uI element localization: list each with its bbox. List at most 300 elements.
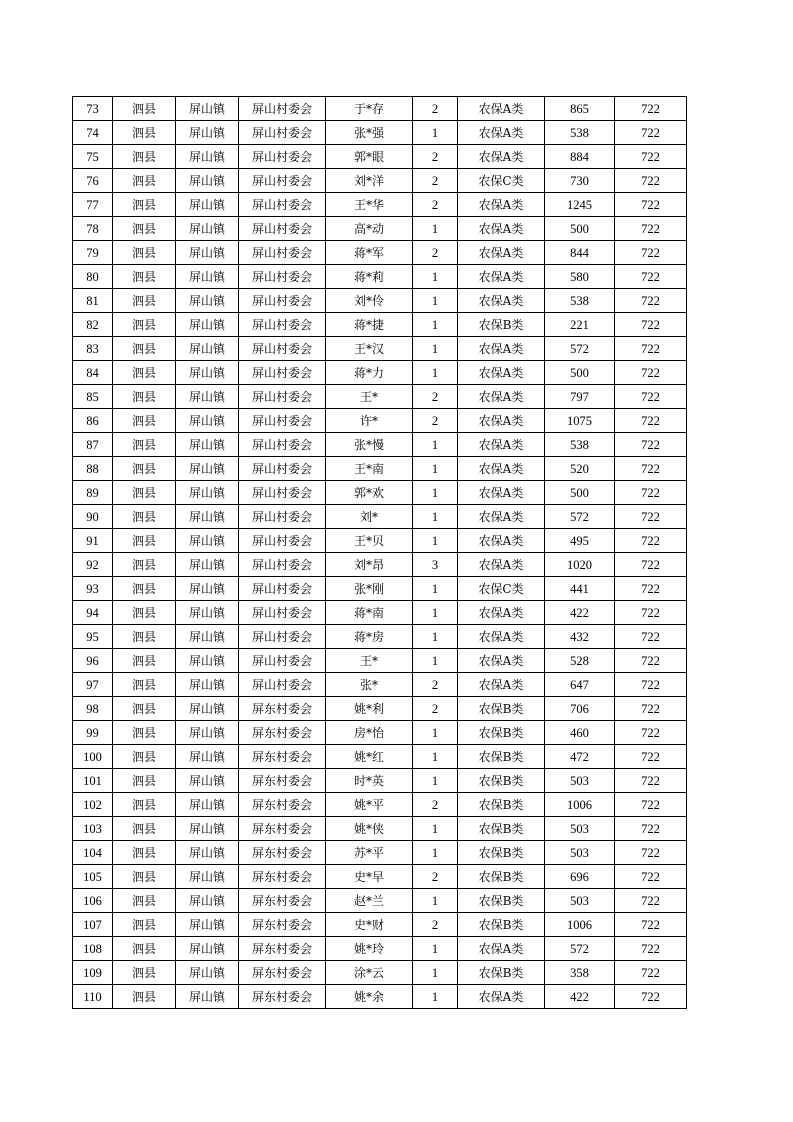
table-row: [73, 721, 687, 745]
name-cell: 刘*昂: [326, 553, 413, 577]
town-cell: 屏山镇: [176, 697, 239, 721]
village-cell: 屏东村委会: [239, 841, 326, 865]
amount-cell: 1245: [545, 193, 615, 217]
standard-cell: 722: [615, 553, 687, 577]
county-cell: 泗县: [113, 937, 176, 961]
row-number-cell: 85: [73, 385, 113, 409]
county-cell: 泗县: [113, 337, 176, 361]
village-cell: 屏山村委会: [239, 601, 326, 625]
household-count-cell: 2: [413, 241, 458, 265]
standard-cell: 722: [615, 865, 687, 889]
village-cell: 屏山村委会: [239, 313, 326, 337]
county-cell: 泗县: [113, 145, 176, 169]
table-row: [73, 649, 687, 673]
name-cell: 郭*欢: [326, 481, 413, 505]
village-cell: 屏东村委会: [239, 961, 326, 985]
village-cell: 屏东村委会: [239, 817, 326, 841]
household-count-cell: 1: [413, 121, 458, 145]
town-cell: 屏山镇: [176, 313, 239, 337]
household-count-cell: 2: [413, 793, 458, 817]
household-count-cell: 2: [413, 145, 458, 169]
county-cell: 泗县: [113, 121, 176, 145]
category-cell: 农保A类: [458, 337, 545, 361]
name-cell: 高*动: [326, 217, 413, 241]
row-number-cell: 106: [73, 889, 113, 913]
category-cell: 农保A类: [458, 289, 545, 313]
row-number-cell: 107: [73, 913, 113, 937]
name-cell: 蒋*房: [326, 625, 413, 649]
row-number-cell: 94: [73, 601, 113, 625]
category-cell: 农保B类: [458, 721, 545, 745]
category-cell: 农保A类: [458, 433, 545, 457]
amount-cell: 441: [545, 577, 615, 601]
town-cell: 屏山镇: [176, 265, 239, 289]
row-number-cell: 84: [73, 361, 113, 385]
amount-cell: 503: [545, 817, 615, 841]
town-cell: 屏山镇: [176, 841, 239, 865]
table-row: [73, 937, 687, 961]
name-cell: 蒋*莉: [326, 265, 413, 289]
category-cell: 农保A类: [458, 481, 545, 505]
household-count-cell: 2: [413, 385, 458, 409]
household-count-cell: 1: [413, 457, 458, 481]
table-row: [73, 841, 687, 865]
town-cell: 屏山镇: [176, 817, 239, 841]
village-cell: 屏东村委会: [239, 985, 326, 1009]
standard-cell: 722: [615, 481, 687, 505]
household-count-cell: 2: [413, 697, 458, 721]
data-table: [72, 96, 687, 1009]
town-cell: 屏山镇: [176, 337, 239, 361]
household-count-cell: 1: [413, 721, 458, 745]
household-count-cell: 1: [413, 481, 458, 505]
category-cell: 农保A类: [458, 265, 545, 289]
table-row: [73, 889, 687, 913]
row-number-cell: 90: [73, 505, 113, 529]
county-cell: 泗县: [113, 97, 176, 121]
county-cell: 泗县: [113, 553, 176, 577]
standard-cell: 722: [615, 721, 687, 745]
table-row: [73, 625, 687, 649]
town-cell: 屏山镇: [176, 601, 239, 625]
row-number-cell: 96: [73, 649, 113, 673]
name-cell: 姚*侠: [326, 817, 413, 841]
standard-cell: 722: [615, 769, 687, 793]
category-cell: 农保B类: [458, 697, 545, 721]
village-cell: 屏山村委会: [239, 289, 326, 313]
row-number-cell: 105: [73, 865, 113, 889]
row-number-cell: 74: [73, 121, 113, 145]
village-cell: 屏山村委会: [239, 241, 326, 265]
standard-cell: 722: [615, 601, 687, 625]
row-number-cell: 86: [73, 409, 113, 433]
village-cell: 屏东村委会: [239, 865, 326, 889]
household-count-cell: 1: [413, 361, 458, 385]
table-row: [73, 193, 687, 217]
name-cell: 王*贝: [326, 529, 413, 553]
row-number-cell: 100: [73, 745, 113, 769]
county-cell: 泗县: [113, 457, 176, 481]
row-number-cell: 78: [73, 217, 113, 241]
name-cell: 时*英: [326, 769, 413, 793]
village-cell: 屏山村委会: [239, 433, 326, 457]
household-count-cell: 1: [413, 313, 458, 337]
town-cell: 屏山镇: [176, 385, 239, 409]
county-cell: 泗县: [113, 289, 176, 313]
table-row: [73, 313, 687, 337]
village-cell: 屏山村委会: [239, 457, 326, 481]
standard-cell: 722: [615, 937, 687, 961]
household-count-cell: 2: [413, 409, 458, 433]
category-cell: 农保A类: [458, 385, 545, 409]
category-cell: 农保A类: [458, 505, 545, 529]
amount-cell: 520: [545, 457, 615, 481]
household-count-cell: 1: [413, 961, 458, 985]
standard-cell: 722: [615, 97, 687, 121]
county-cell: 泗县: [113, 433, 176, 457]
county-cell: 泗县: [113, 577, 176, 601]
table-row: [73, 961, 687, 985]
table-row: [73, 817, 687, 841]
household-count-cell: 2: [413, 913, 458, 937]
table-row: [73, 745, 687, 769]
county-cell: 泗县: [113, 409, 176, 433]
village-cell: 屏东村委会: [239, 697, 326, 721]
town-cell: 屏山镇: [176, 457, 239, 481]
category-cell: 农保B类: [458, 865, 545, 889]
town-cell: 屏山镇: [176, 577, 239, 601]
standard-cell: 722: [615, 337, 687, 361]
name-cell: 郭*眼: [326, 145, 413, 169]
household-count-cell: 1: [413, 745, 458, 769]
village-cell: 屏山村委会: [239, 673, 326, 697]
town-cell: 屏山镇: [176, 865, 239, 889]
amount-cell: 1006: [545, 913, 615, 937]
amount-cell: 358: [545, 961, 615, 985]
category-cell: 农保A类: [458, 553, 545, 577]
name-cell: 赵*兰: [326, 889, 413, 913]
standard-cell: 722: [615, 385, 687, 409]
name-cell: 王*华: [326, 193, 413, 217]
town-cell: 屏山镇: [176, 121, 239, 145]
standard-cell: 722: [615, 169, 687, 193]
category-cell: 农保A类: [458, 601, 545, 625]
town-cell: 屏山镇: [176, 889, 239, 913]
category-cell: 农保A类: [458, 457, 545, 481]
row-number-cell: 102: [73, 793, 113, 817]
table-row: [73, 673, 687, 697]
village-cell: 屏山村委会: [239, 505, 326, 529]
standard-cell: 722: [615, 409, 687, 433]
county-cell: 泗县: [113, 721, 176, 745]
name-cell: 蒋*南: [326, 601, 413, 625]
category-cell: 农保A类: [458, 241, 545, 265]
standard-cell: 722: [615, 913, 687, 937]
village-cell: 屏山村委会: [239, 217, 326, 241]
category-cell: 农保A类: [458, 121, 545, 145]
town-cell: 屏山镇: [176, 745, 239, 769]
table-row: [73, 553, 687, 577]
name-cell: 于*存: [326, 97, 413, 121]
county-cell: 泗县: [113, 913, 176, 937]
standard-cell: 722: [615, 217, 687, 241]
amount-cell: 503: [545, 889, 615, 913]
household-count-cell: 1: [413, 577, 458, 601]
name-cell: 王*南: [326, 457, 413, 481]
standard-cell: 722: [615, 841, 687, 865]
amount-cell: 503: [545, 769, 615, 793]
name-cell: 蒋*军: [326, 241, 413, 265]
household-count-cell: 2: [413, 673, 458, 697]
county-cell: 泗县: [113, 385, 176, 409]
table-row: [73, 145, 687, 169]
row-number-cell: 109: [73, 961, 113, 985]
county-cell: 泗县: [113, 985, 176, 1009]
amount-cell: 422: [545, 985, 615, 1009]
name-cell: 刘*伶: [326, 289, 413, 313]
town-cell: 屏山镇: [176, 481, 239, 505]
amount-cell: 538: [545, 121, 615, 145]
table-row: [73, 361, 687, 385]
category-cell: 农保B类: [458, 313, 545, 337]
table-row: [73, 457, 687, 481]
table-row: [73, 97, 687, 121]
village-cell: 屏东村委会: [239, 937, 326, 961]
household-count-cell: 1: [413, 505, 458, 529]
amount-cell: 797: [545, 385, 615, 409]
standard-cell: 722: [615, 145, 687, 169]
amount-cell: 500: [545, 481, 615, 505]
standard-cell: 722: [615, 529, 687, 553]
name-cell: 蒋*捷: [326, 313, 413, 337]
town-cell: 屏山镇: [176, 409, 239, 433]
standard-cell: 722: [615, 745, 687, 769]
category-cell: 农保B类: [458, 841, 545, 865]
row-number-cell: 79: [73, 241, 113, 265]
town-cell: 屏山镇: [176, 673, 239, 697]
name-cell: 史*财: [326, 913, 413, 937]
table-row: [73, 913, 687, 937]
amount-cell: 696: [545, 865, 615, 889]
standard-cell: 722: [615, 265, 687, 289]
household-count-cell: 3: [413, 553, 458, 577]
row-number-cell: 89: [73, 481, 113, 505]
household-count-cell: 2: [413, 193, 458, 217]
table-row: [73, 577, 687, 601]
category-cell: 农保A类: [458, 361, 545, 385]
category-cell: 农保B类: [458, 769, 545, 793]
county-cell: 泗县: [113, 529, 176, 553]
town-cell: 屏山镇: [176, 985, 239, 1009]
amount-cell: 730: [545, 169, 615, 193]
table-row: [73, 769, 687, 793]
household-count-cell: 1: [413, 625, 458, 649]
county-cell: 泗县: [113, 481, 176, 505]
village-cell: 屏东村委会: [239, 721, 326, 745]
name-cell: 史*早: [326, 865, 413, 889]
town-cell: 屏山镇: [176, 553, 239, 577]
amount-cell: 580: [545, 265, 615, 289]
table-row: [73, 865, 687, 889]
village-cell: 屏东村委会: [239, 745, 326, 769]
row-number-cell: 80: [73, 265, 113, 289]
amount-cell: 1006: [545, 793, 615, 817]
category-cell: 农保A类: [458, 193, 545, 217]
amount-cell: 572: [545, 937, 615, 961]
amount-cell: 528: [545, 649, 615, 673]
table-row: [73, 985, 687, 1009]
village-cell: 屏山村委会: [239, 97, 326, 121]
household-count-cell: 1: [413, 841, 458, 865]
name-cell: 刘*洋: [326, 169, 413, 193]
town-cell: 屏山镇: [176, 625, 239, 649]
standard-cell: 722: [615, 289, 687, 313]
household-count-cell: 1: [413, 769, 458, 793]
standard-cell: 722: [615, 673, 687, 697]
name-cell: 蒋*力: [326, 361, 413, 385]
town-cell: 屏山镇: [176, 961, 239, 985]
standard-cell: 722: [615, 193, 687, 217]
row-number-cell: 77: [73, 193, 113, 217]
household-count-cell: 1: [413, 937, 458, 961]
category-cell: 农保B类: [458, 745, 545, 769]
amount-cell: 706: [545, 697, 615, 721]
standard-cell: 722: [615, 697, 687, 721]
village-cell: 屏山村委会: [239, 265, 326, 289]
category-cell: 农保A类: [458, 985, 545, 1009]
village-cell: 屏东村委会: [239, 769, 326, 793]
table-row: [73, 169, 687, 193]
row-number-cell: 108: [73, 937, 113, 961]
household-count-cell: 1: [413, 601, 458, 625]
village-cell: 屏山村委会: [239, 625, 326, 649]
row-number-cell: 101: [73, 769, 113, 793]
village-cell: 屏山村委会: [239, 553, 326, 577]
category-cell: 农保B类: [458, 889, 545, 913]
county-cell: 泗县: [113, 745, 176, 769]
name-cell: 王*: [326, 649, 413, 673]
row-number-cell: 92: [73, 553, 113, 577]
row-number-cell: 88: [73, 457, 113, 481]
county-cell: 泗县: [113, 193, 176, 217]
village-cell: 屏山村委会: [239, 529, 326, 553]
amount-cell: 647: [545, 673, 615, 697]
village-cell: 屏山村委会: [239, 409, 326, 433]
row-number-cell: 73: [73, 97, 113, 121]
table-body: [73, 97, 687, 1009]
town-cell: 屏山镇: [176, 505, 239, 529]
household-count-cell: 1: [413, 265, 458, 289]
row-number-cell: 99: [73, 721, 113, 745]
household-count-cell: 1: [413, 529, 458, 553]
village-cell: 屏山村委会: [239, 481, 326, 505]
village-cell: 屏东村委会: [239, 913, 326, 937]
name-cell: 张*慢: [326, 433, 413, 457]
category-cell: 农保B类: [458, 961, 545, 985]
amount-cell: 500: [545, 361, 615, 385]
row-number-cell: 93: [73, 577, 113, 601]
county-cell: 泗县: [113, 889, 176, 913]
amount-cell: 844: [545, 241, 615, 265]
name-cell: 刘*: [326, 505, 413, 529]
county-cell: 泗县: [113, 769, 176, 793]
standard-cell: 722: [615, 577, 687, 601]
town-cell: 屏山镇: [176, 217, 239, 241]
row-number-cell: 76: [73, 169, 113, 193]
county-cell: 泗县: [113, 673, 176, 697]
category-cell: 农保B类: [458, 817, 545, 841]
table-row: [73, 385, 687, 409]
household-count-cell: 2: [413, 97, 458, 121]
table-row: [73, 241, 687, 265]
category-cell: 农保B类: [458, 913, 545, 937]
village-cell: 屏山村委会: [239, 169, 326, 193]
amount-cell: 422: [545, 601, 615, 625]
table-row: [73, 601, 687, 625]
household-count-cell: 1: [413, 889, 458, 913]
village-cell: 屏山村委会: [239, 121, 326, 145]
village-cell: 屏山村委会: [239, 145, 326, 169]
town-cell: 屏山镇: [176, 361, 239, 385]
county-cell: 泗县: [113, 601, 176, 625]
household-count-cell: 1: [413, 337, 458, 361]
row-number-cell: 81: [73, 289, 113, 313]
name-cell: 张*强: [326, 121, 413, 145]
county-cell: 泗县: [113, 625, 176, 649]
household-count-cell: 1: [413, 985, 458, 1009]
household-count-cell: 1: [413, 217, 458, 241]
standard-cell: 722: [615, 625, 687, 649]
row-number-cell: 75: [73, 145, 113, 169]
name-cell: 王*汉: [326, 337, 413, 361]
village-cell: 屏山村委会: [239, 337, 326, 361]
standard-cell: 722: [615, 889, 687, 913]
amount-cell: 1020: [545, 553, 615, 577]
table-row: [73, 265, 687, 289]
town-cell: 屏山镇: [176, 97, 239, 121]
town-cell: 屏山镇: [176, 193, 239, 217]
village-cell: 屏山村委会: [239, 649, 326, 673]
amount-cell: 572: [545, 337, 615, 361]
row-number-cell: 97: [73, 673, 113, 697]
town-cell: 屏山镇: [176, 649, 239, 673]
village-cell: 屏山村委会: [239, 385, 326, 409]
village-cell: 屏东村委会: [239, 889, 326, 913]
name-cell: 姚*平: [326, 793, 413, 817]
county-cell: 泗县: [113, 169, 176, 193]
category-cell: 农保A类: [458, 145, 545, 169]
category-cell: 农保A类: [458, 673, 545, 697]
standard-cell: 722: [615, 817, 687, 841]
amount-cell: 572: [545, 505, 615, 529]
table-row: [73, 481, 687, 505]
row-number-cell: 83: [73, 337, 113, 361]
amount-cell: 432: [545, 625, 615, 649]
county-cell: 泗县: [113, 241, 176, 265]
table-row: [73, 433, 687, 457]
standard-cell: 722: [615, 649, 687, 673]
town-cell: 屏山镇: [176, 769, 239, 793]
name-cell: 张*: [326, 673, 413, 697]
standard-cell: 722: [615, 985, 687, 1009]
amount-cell: 500: [545, 217, 615, 241]
town-cell: 屏山镇: [176, 721, 239, 745]
standard-cell: 722: [615, 361, 687, 385]
amount-cell: 221: [545, 313, 615, 337]
standard-cell: 722: [615, 433, 687, 457]
amount-cell: 538: [545, 433, 615, 457]
table-row: [73, 289, 687, 313]
